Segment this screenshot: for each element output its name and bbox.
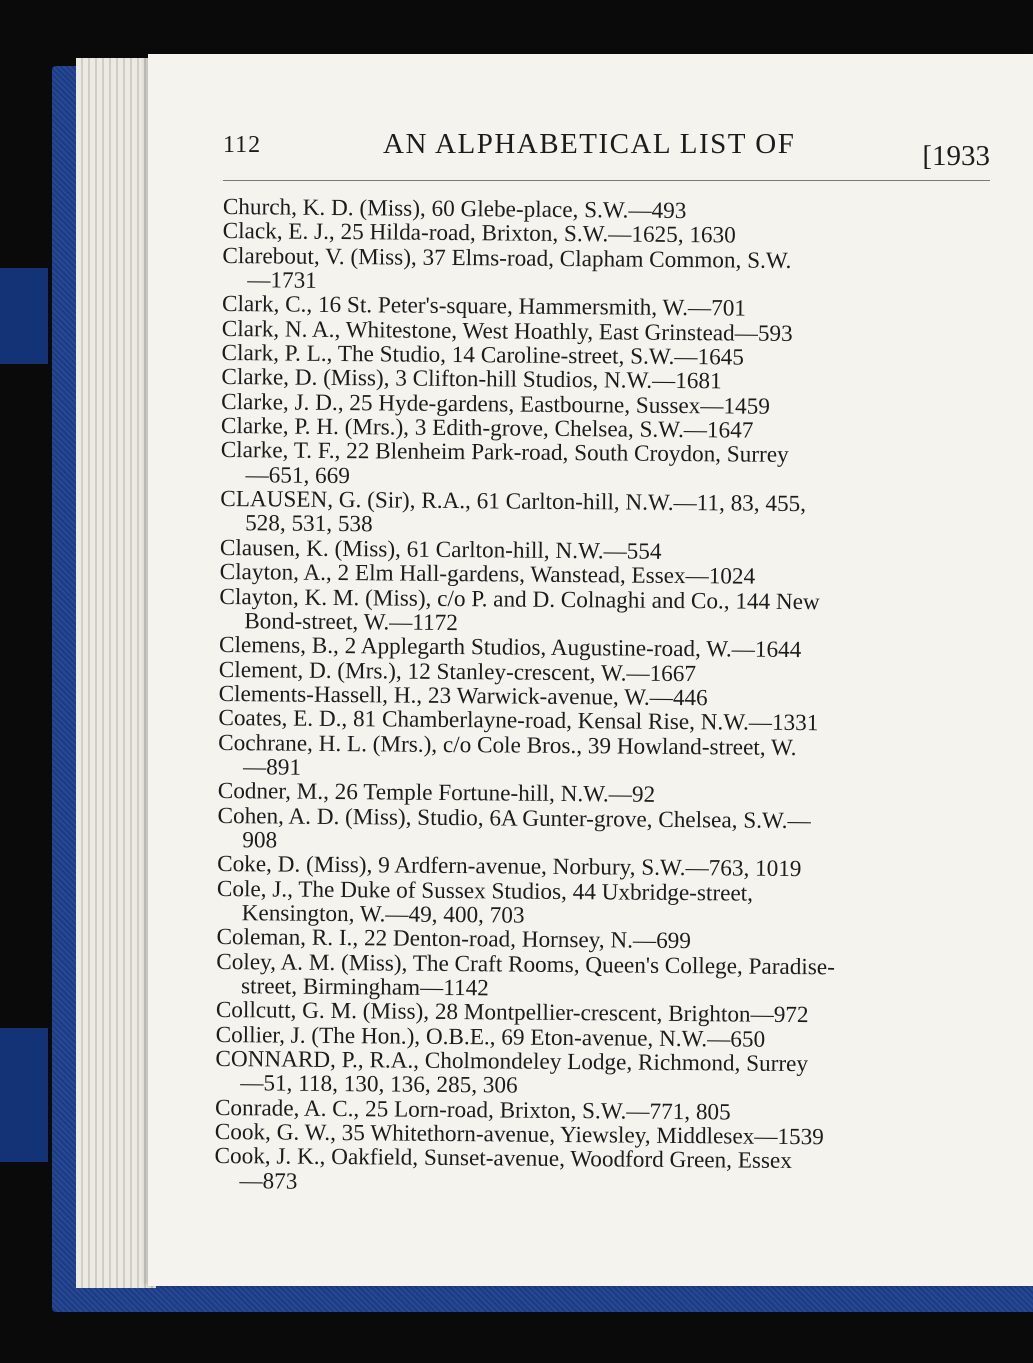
- entry-coley: [216, 950, 983, 1005]
- entry-continuation: —891: [242, 754, 302, 781]
- directory-entries: [214, 195, 990, 1200]
- entry-line: Coke, D. (Miss), 9 Ardfern-avenue, Norbury, S.W.—763, 1019: [217, 851, 802, 883]
- entry-line: Coates, E. D., 81 Chamberlayne-road, Kensal Rise, N.W.—1331: [218, 705, 819, 737]
- entry-continuation: 528, 531, 538: [245, 510, 373, 538]
- entry-line: Coleman, R. I., 22 Denton-road, Hornsey, N.—699: [216, 924, 692, 955]
- entry-line: Codner, M., 26 Temple Fortune-hill, N.W.—92: [217, 778, 656, 809]
- entry-line: Clausen, K. (Miss), 61 Carlton-hill, N.W.—554: [219, 534, 662, 565]
- entry-clausen-g: [220, 487, 987, 542]
- entry-connard: [215, 1047, 982, 1102]
- entry-line: Clark, P. L., The Studio, 14 Caroline-street, S.W.—1645: [221, 340, 745, 371]
- running-title: AN ALPHABETICAL LIST OF: [383, 128, 796, 160]
- entry-line: CLAUSEN, G. (Sir), R.A., 61 Carlton-hill, N.W.—11, 83, 455,: [220, 486, 807, 518]
- entry-line: Clarke, D. (Miss), 3 Clifton-hill Studios, N.W.—1681: [221, 364, 722, 395]
- entry-clarebout: [222, 244, 989, 299]
- entry-clarke-t: [220, 438, 987, 493]
- entry-continuation: 908: [242, 827, 278, 854]
- entry-line: Clayton, K. M. (Miss), c/o P. and D. Colnaghi and Co., 144 New: [219, 583, 820, 615]
- entry-continuation: —873: [239, 1167, 298, 1195]
- entry-continuation: —1731: [247, 267, 317, 294]
- entry-line: Clemens, B., 2 Applegarth Studios, Augustine-road, W.—1644: [218, 632, 802, 664]
- entry-cook-j: [214, 1144, 981, 1199]
- running-header: [223, 128, 990, 181]
- entry-line: Cochrane, H. L. (Mrs.), c/o Cole Bros., 39 Howland-street, W.: [218, 729, 797, 761]
- entry-line: Clarke, J. D., 25 Hyde-gardens, Eastbourne, Sussex—1459: [221, 388, 770, 420]
- entry-line: Collcutt, G. M. (Miss), 28 Montpellier-crescent, Brighton—972: [215, 997, 809, 1029]
- cover-tab-upper: [0, 268, 48, 364]
- entry-continuation: —51, 118, 130, 136, 285, 306: [240, 1070, 518, 1099]
- entry-line: Clarke, P. H. (Mrs.), 3 Edith-grove, Chelsea, S.W.—1647: [220, 413, 754, 444]
- page-edges: [76, 58, 156, 1288]
- entry-line: Collier, J. (The Hon.), O.B.E., 69 Eton-avenue, N.W.—650: [215, 1021, 766, 1053]
- entry-continuation: Kensington, W.—49, 400, 703: [241, 900, 525, 929]
- entry-continuation: —651, 669: [245, 461, 351, 489]
- entry-cohen: [217, 804, 984, 859]
- entry-line: Cohen, A. D. (Miss), Studio, 6A Gunter-grove, Chelsea, S.W.—: [217, 802, 811, 834]
- entry-continuation: street, Birmingham—1142: [240, 973, 489, 1002]
- entry-line: Cook, G. W., 35 Whitethorn-avenue, Yiewsley, Middlesex—1539: [214, 1119, 824, 1151]
- entry-cochrane: [218, 731, 985, 786]
- entry-line: Clark, N. A., Whitestone, West Hoathly, East Grinstead—593: [221, 315, 793, 347]
- entry-line: CONNARD, P., R.A., Cholmondeley Lodge, Richmond, Surrey: [215, 1045, 809, 1078]
- entry-continuation: Bond-street, W.—1172: [244, 608, 459, 636]
- entry-line: Conrade, A. C., 25 Lorn-road, Brixton, S.W.—771, 805: [214, 1094, 731, 1126]
- entry-line: Cook, J. K., Oakfield, Sunset-avenue, Woodford Green, Essex: [214, 1143, 792, 1175]
- entry-line: Church, K. D. (Miss), 60 Glebe-place, S.W.—493: [222, 194, 687, 225]
- entry-clayton-k: [219, 584, 986, 639]
- entry-line: Coley, A. M. (Miss), The Craft Rooms, Queen's College, Paradise-: [216, 948, 835, 981]
- entry-line: Clements-Hassell, H., 23 Warwick-avenue, W.—446: [218, 680, 708, 712]
- entry-cole: [217, 877, 984, 932]
- cover-tab-lower: [0, 1028, 48, 1162]
- entry-line: Clark, C., 16 St. Peter's-square, Hammersmith, W.—701: [221, 291, 747, 322]
- entry-line: Cole, J., The Duke of Sussex Studios, 44 Uxbridge-street,: [216, 875, 754, 907]
- entry-line: Clement, D. (Mrs.), 12 Stanley-crescent, W.—1667: [218, 656, 697, 687]
- entry-line: Clarebout, V. (Miss), 37 Elms-road, Clapham Common, S.W.: [222, 242, 792, 274]
- entry-line: Clack, E. J., 25 Hilda-road, Brixton, S.W.—1625, 1630: [222, 218, 736, 249]
- entry-line: Clarke, T. F., 22 Blenheim Park-road, South Croydon, Surrey: [220, 437, 789, 469]
- page-number: 112: [223, 132, 262, 158]
- year-marker: [1933: [922, 140, 990, 172]
- entry-line: Clayton, A., 2 Elm Hall-gardens, Wanstead, Essex—1024: [219, 559, 756, 590]
